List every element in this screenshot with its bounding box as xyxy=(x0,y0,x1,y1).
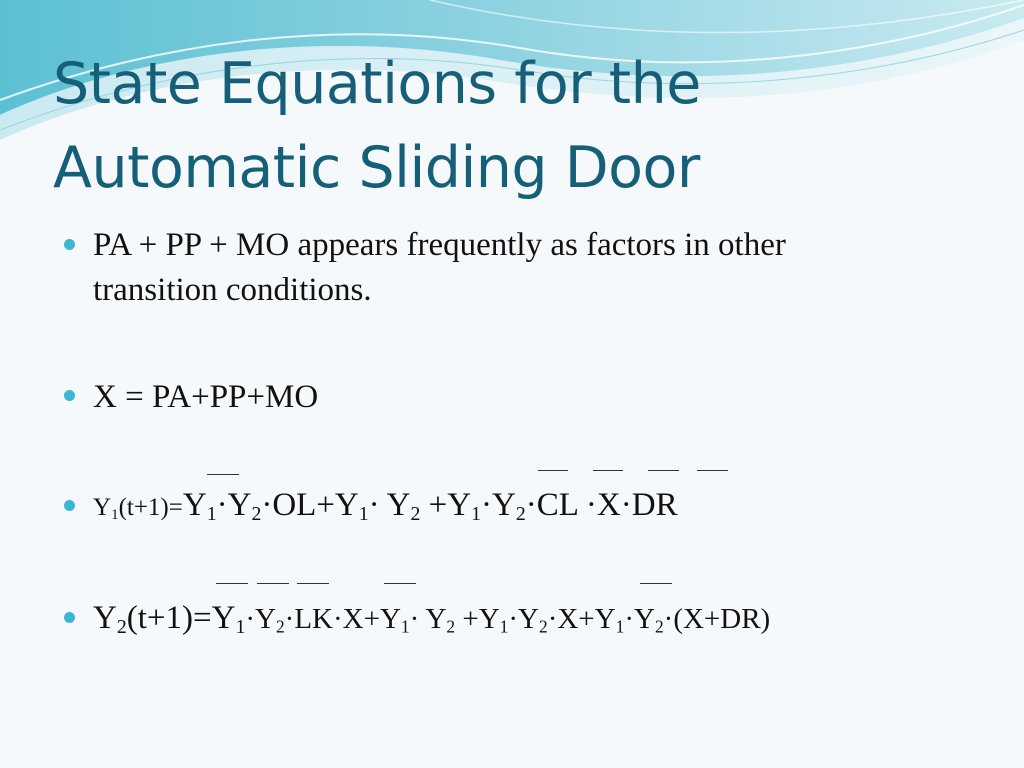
slide-title-line1: State Equations for the xyxy=(53,51,701,117)
bullet-1-line-2: transition conditions. xyxy=(93,272,372,308)
overbar xyxy=(207,474,239,475)
slide-title-line2: Automatic Sliding Door xyxy=(53,135,700,201)
equation-y2: $Y_2(t+1)=Y_1\cdot Y_2\cdot LK\cdot X+Y_1\cdot Y_2 +Y_1\cdot Y_2\cdot X+Y_1\cdot Y_2\cdot(X+DR)$ xyxy=(93,600,771,638)
bullet-1-line-1: PA + PP + MO appears frequently as factors in other xyxy=(93,227,786,263)
overbar xyxy=(384,583,416,584)
overbar xyxy=(648,470,679,471)
bullet-dot-icon xyxy=(64,239,75,250)
overbar xyxy=(697,470,728,471)
overbar xyxy=(257,583,289,584)
bullet-dot-icon xyxy=(64,390,75,401)
overbar xyxy=(593,470,623,471)
overbar xyxy=(640,583,672,584)
equation-y1: $Y_1(t+1)=Y_1\cdot Y_2\cdot OL+Y_1\cdot Y_2 +Y_1\cdot Y_2\cdot CL \cdot X\cdot DR$ xyxy=(93,487,678,525)
overbar xyxy=(216,583,248,584)
overbar xyxy=(538,470,568,471)
bullet-2-text: X = PA+PP+MO xyxy=(93,379,319,415)
bullet-dot-icon xyxy=(64,612,75,623)
overbar xyxy=(297,583,329,584)
bullet-dot-icon xyxy=(64,500,75,511)
slide-title xyxy=(53,42,701,210)
